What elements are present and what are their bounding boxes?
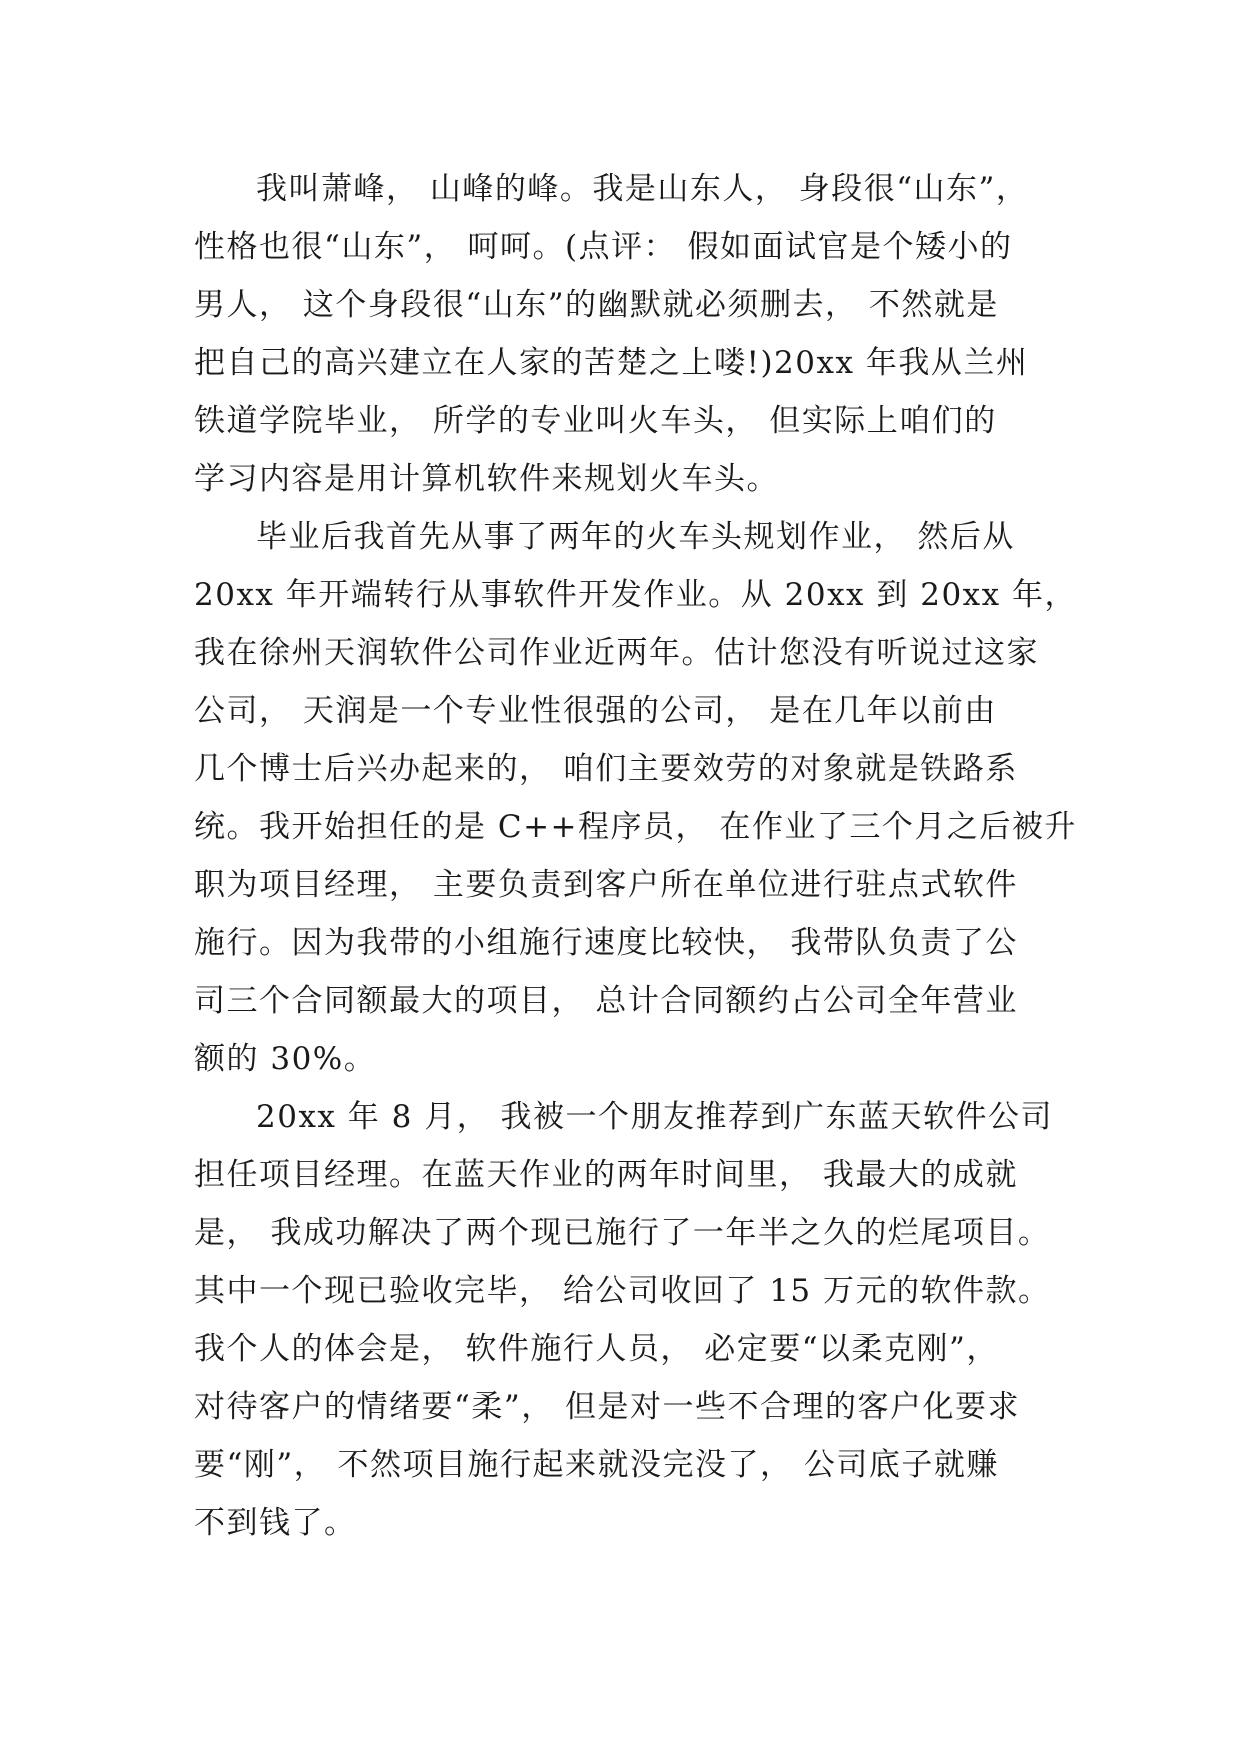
text-line: 额的 30%。 xyxy=(194,1041,377,1077)
paragraph-1 xyxy=(194,160,1054,508)
paragraph-2 xyxy=(194,508,1078,1088)
text-line: 对待客户的情绪要“柔”， 但是对一些不合理的客户化要求 xyxy=(194,1389,1021,1425)
text-line: 我叫萧峰， 山峰的峰。我是山东人， 身段很“山东”， xyxy=(256,171,1029,207)
text-line: 铁道学院毕业， 所学的专业叫火车头， 但实际上咱们的 xyxy=(194,403,997,439)
text-line: 施行。因为我带的小组施行速度比较快， 我带队负责了公 xyxy=(194,925,1018,961)
text-line: 我个人的体会是， 软件施行人员， 必定要“以柔克刚”， xyxy=(194,1331,999,1367)
text-line: 男人， 这个身段很“山东”的幽默就必须删去， 不然就是 xyxy=(194,287,999,323)
text-line: 学习内容是用计算机软件来规划火车头。 xyxy=(194,461,779,497)
text-line: 20xx 年 8 月， 我被一个朋友推荐到广东蓝天软件公司 xyxy=(256,1099,1054,1135)
text-line: 其中一个现已验收完毕， 给公司收回了 15 万元的软件款。 xyxy=(194,1273,1051,1309)
text-line: 几个博士后兴办起来的， 咱们主要效劳的对象就是铁路系 xyxy=(194,751,1018,787)
text-line: 我在徐州天润软件公司作业近两年。估计您没有听说过这家 xyxy=(194,635,1039,671)
text-line: 要“刚”， 不然项目施行起来就没完没了， 公司底子就赚 xyxy=(194,1447,999,1483)
text-line: 公司， 天润是一个专业性很强的公司， 是在几年以前由 xyxy=(194,693,997,729)
text-line: 毕业后我首先从事了两年的火车头规划作业， 然后从 xyxy=(256,519,1015,555)
text-line: 性格也很“山东”， 呵呵。(点评： 假如面试官是个矮小的 xyxy=(194,229,1013,265)
text-line: 是， 我成功解决了两个现已施行了一年半之久的烂尾项目。 xyxy=(194,1215,1051,1251)
text-line: 不到钱了。 xyxy=(194,1505,357,1541)
text-line: 职为项目经理， 主要负责到客户所在单位进行驻点式软件 xyxy=(194,867,1018,903)
text-line: 司三个合同额最大的项目， 总计合同额约占公司全年营业 xyxy=(194,983,1018,1019)
text-line: 20xx 年开端转行从事软件开发作业。从 20xx 到 20xx 年， xyxy=(194,577,1078,613)
text-line: 把自己的高兴建立在人家的苦楚之上喽!)20xx 年我从兰州 xyxy=(194,345,1029,381)
text-line: 统。我开始担任的是 C++程序员， 在作业了三个月之后被升 xyxy=(194,809,1077,845)
paragraph-3 xyxy=(194,1088,1054,1552)
document-body xyxy=(194,160,1078,1552)
text-line: 担任项目经理。在蓝天作业的两年时间里， 我最大的成就 xyxy=(194,1157,1018,1193)
